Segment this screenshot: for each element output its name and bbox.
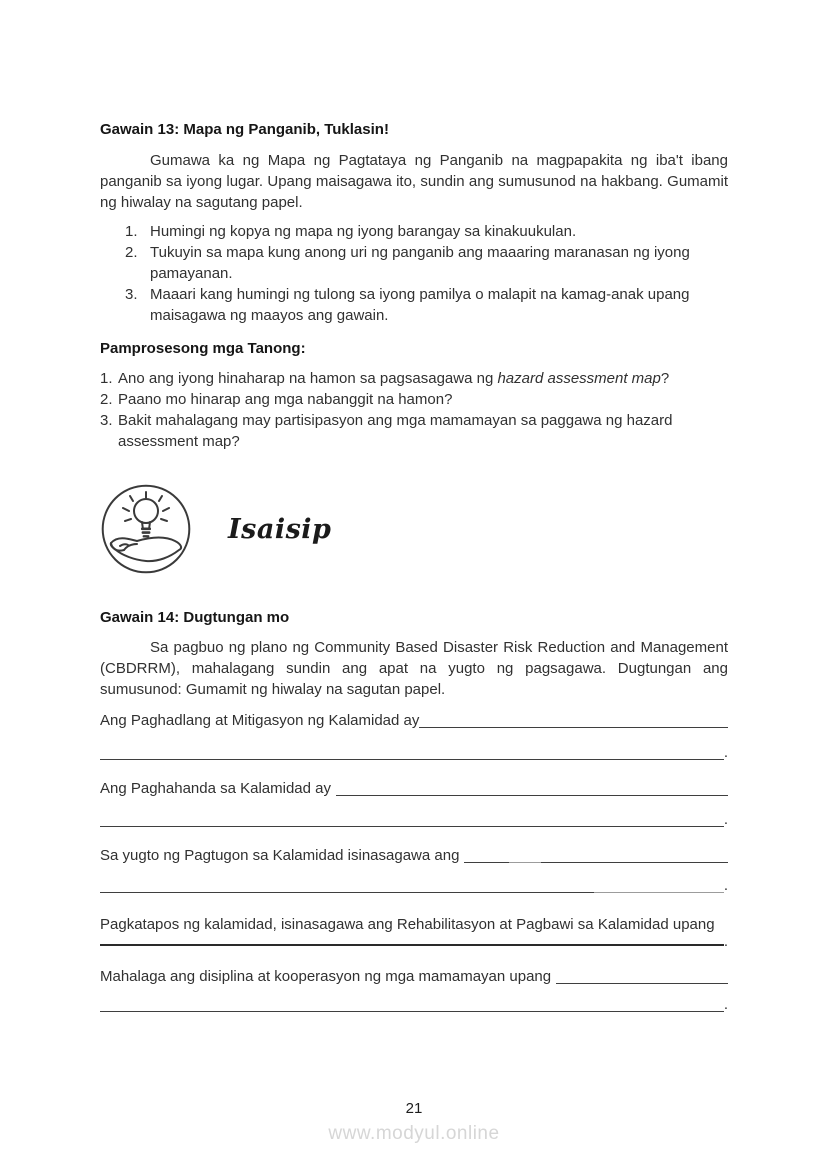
blank-line: [541, 845, 728, 863]
fillin-continuation-line: [100, 809, 728, 830]
list-item-text: Tukuyin sa mapa kung anong uri ng panganib ang maaaring maranasan ng iyong pamayanan.: [150, 244, 690, 282]
watermark: www.modyul.online: [328, 1123, 500, 1144]
blank-line: [336, 778, 728, 796]
blank-line: [100, 742, 724, 760]
isaisip-banner: [100, 483, 728, 575]
blank-line: [100, 809, 724, 827]
fillin-continuation-line-solid: [100, 933, 728, 950]
fillin-row-disiplina: [100, 966, 728, 987]
blank-line: [100, 935, 724, 946]
isaisip-title: Isaisip: [228, 513, 332, 545]
fillin-continuation-line: [100, 875, 728, 896]
line-end-period: .: [723, 877, 728, 894]
line-end-period: .: [723, 996, 728, 1013]
list-number: 2.: [125, 244, 138, 261]
blank-line-gray-segment: [509, 845, 541, 863]
fillin-label: Sa yugto ng Pagtugon sa Kalamidad isinasagawa ang: [100, 847, 460, 864]
blank-line: [464, 845, 509, 863]
question-text-post: ?: [660, 370, 670, 387]
gawain13-intro: Gumawa ka ng Mapa ng Pagtataya ng Panganib na magpapakita ng iba't ibang panganib sa iyong lugar. Upang maisagawa ito, sundin ang sumusunod na hakbang. Gumamit ng hiwalay na sagutang papel.: [100, 152, 728, 211]
question-text-pre: Ano ang iyong hinaharap na hamon sa pagsasagawa ng: [118, 370, 498, 387]
fillin-row-pagtugon: [100, 845, 728, 866]
blank-line: [100, 994, 724, 1012]
line-end-period: .: [723, 811, 728, 828]
list-item-text: Humingi ng kopya ng mapa ng iyong barangay sa kinakuukulan.: [150, 223, 577, 240]
list-number: 1.: [125, 223, 138, 240]
page-number: 21: [405, 1100, 423, 1117]
question-item: [100, 389, 728, 410]
fillin-label: Ang Paghadlang at Mitigasyon ng Kalamidad ay: [100, 712, 420, 729]
fillin-label: Mahalaga ang disiplina at kooperasyon ng mga mamamayan upang: [100, 968, 552, 985]
question-text: Paano mo hinarap ang mga nabanggit na hamon?: [118, 391, 453, 408]
fillin-row-paghahanda: [100, 778, 728, 799]
list-number: 2.: [100, 391, 113, 408]
list-number: 3.: [125, 286, 138, 303]
fillin-continuation-line: [100, 742, 728, 763]
blank-line: [100, 875, 594, 893]
line-end-period: .: [723, 744, 728, 761]
list-item-text: Maaari kang humingi ng tulong sa iyong pamilya o malapit na kamag-anak upang maisagawa ng maayos ang gawain.: [150, 286, 690, 324]
question-text-italic: hazard assessment map: [497, 370, 661, 387]
list-number: 1.: [100, 370, 113, 387]
fillin-row-mitigasyon: [100, 710, 728, 731]
fillin-label: Ang Paghahanda sa Kalamidad ay: [100, 780, 332, 797]
questions-heading: Pamprosesong mga Tanong:: [100, 340, 306, 357]
gawain13-heading: Gawain 13: Mapa ng Panganib, Tuklasin!: [100, 121, 389, 138]
question-text: [118, 368, 728, 389]
list-item: [100, 242, 728, 284]
question-item: [100, 368, 728, 389]
gawain14-intro: Sa pagbuo ng plano ng Community Based Disaster Risk Reduction and Management (CBDRRM), mahalagang sundin ang apat na yugto ng pagsagawa. Dugtungan ang sumusunod: Gumamit ng hiwalay na sagutan papel.: [100, 639, 728, 698]
question-item: [100, 410, 728, 452]
question-text: Bakit mahalagang may partisipasyon ang mga mamamayan sa paggawa ng hazard assessment map?: [118, 412, 673, 450]
line-end-period: .: [723, 933, 728, 950]
list-item: [100, 221, 728, 242]
fillin-continuation-line: [100, 994, 728, 1015]
gawain13-steps: [100, 221, 728, 326]
questions-list: [100, 368, 728, 452]
fillin-row-rehabilitasyon: Pagkatapos ng kalamidad, isinasagawa ang Rehabilitasyon at Pagbawi sa Kalamidad upang: [100, 916, 715, 933]
blank-line: [556, 966, 728, 984]
list-number: 3.: [100, 412, 113, 429]
list-item: [100, 284, 728, 326]
gawain14-heading: Gawain 14: Dugtungan mo: [100, 609, 290, 626]
hand-holding-lightbulb-icon: [100, 483, 192, 575]
blank-line-gray-segment: [594, 875, 724, 893]
blank-line: [419, 710, 728, 728]
